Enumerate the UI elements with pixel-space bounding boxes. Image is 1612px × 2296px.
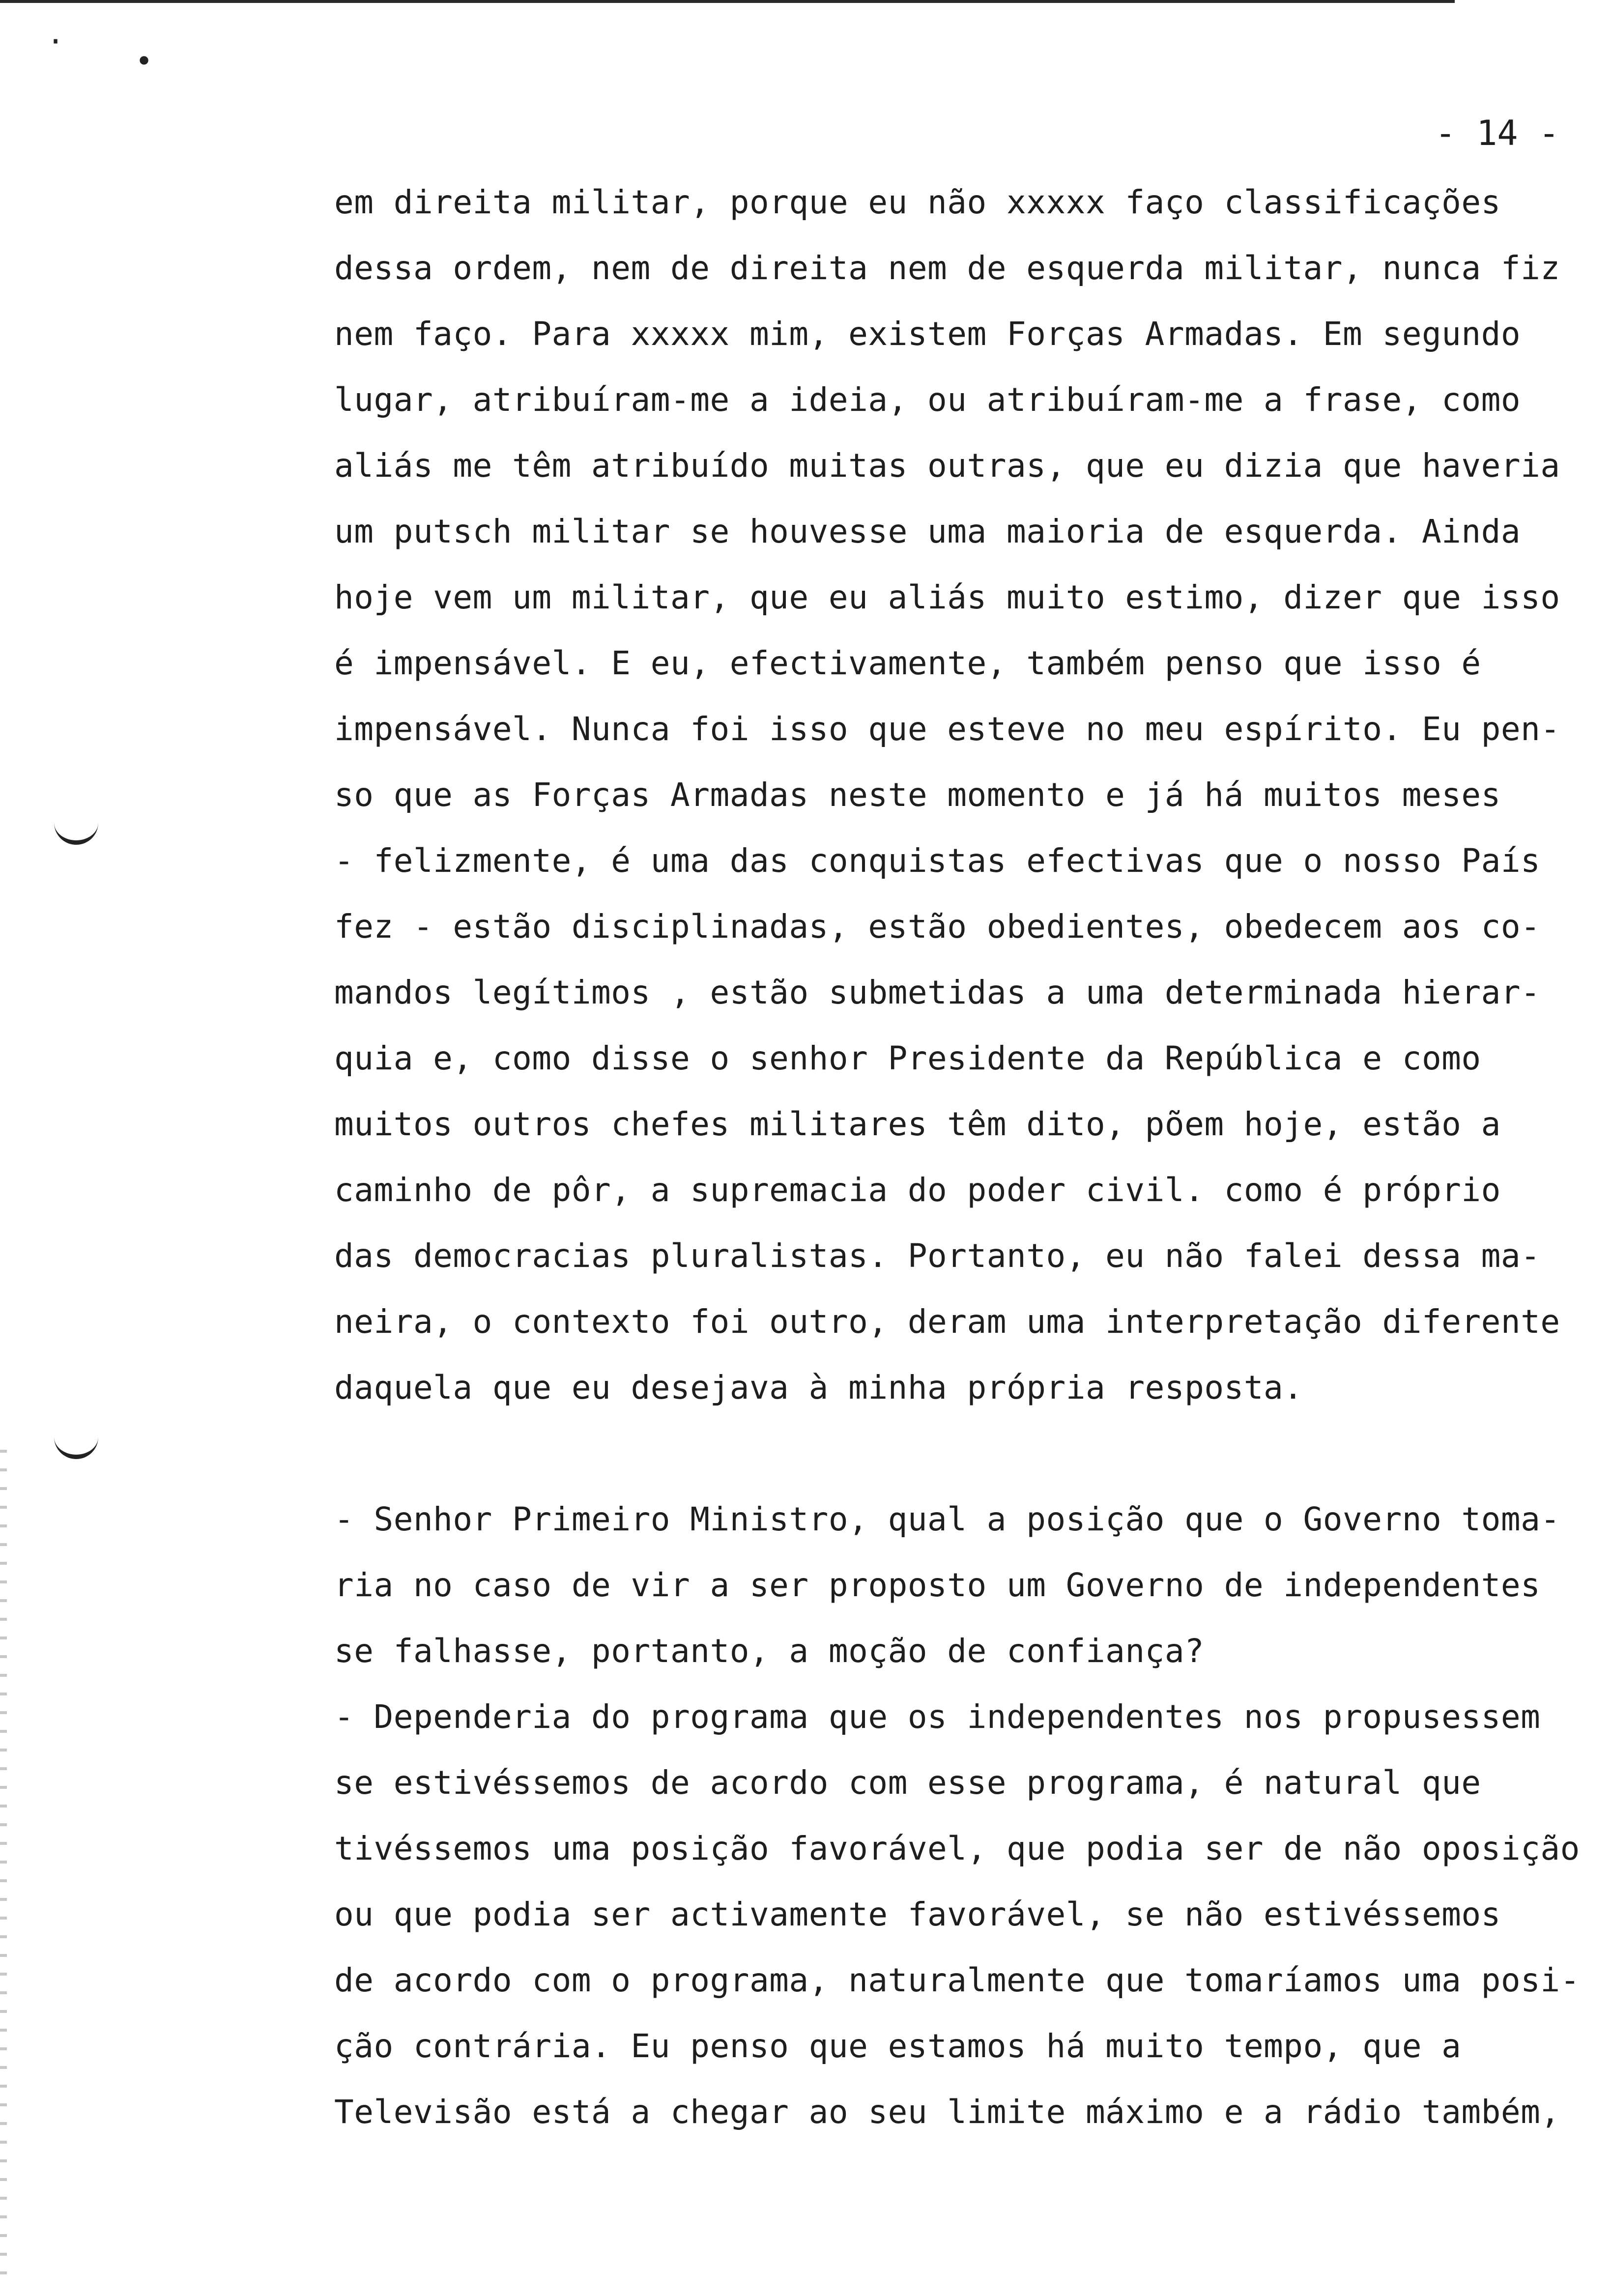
text-line: - Senhor Primeiro Ministro, qual a posição que o Governo toma- — [334, 1500, 1560, 1538]
answer-paragraph — [334, 170, 1592, 1421]
binder-hole-mark — [54, 816, 98, 845]
scan-edge-noise — [0, 1450, 7, 2285]
text-line: tivéssemos uma posição favorável, que podia ser de não oposição — [334, 1830, 1580, 1867]
text-line: se estivéssemos de acordo com esse programa, é natural que — [334, 1764, 1481, 1802]
text-line: impensável. Nunca foi isso que esteve no meu espírito. Eu pen- — [334, 710, 1560, 748]
text-line: um putsch militar se houvesse uma maioria de esquerda. Ainda — [334, 513, 1521, 550]
text-line: fez - estão disciplinadas, estão obedientes, obedecem aos co- — [334, 908, 1541, 946]
text-line: hoje vem um militar, que eu aliás muito estimo, dizer que isso — [334, 578, 1560, 616]
text-line: lugar, atribuíram-me a ideia, ou atribuíram-me a frase, como — [334, 381, 1521, 419]
text-line: so que as Forças Armadas neste momento e já há muitos meses — [334, 776, 1501, 814]
text-line: de acordo com o programa, naturalmente que tomaríamos uma posi- — [334, 1961, 1580, 1999]
text-line: caminho de pôr, a supremacia do poder civil. como é próprio — [334, 1171, 1501, 1209]
text-line: aliás me têm atribuído muitas outras, que eu dizia que haveria — [334, 447, 1560, 485]
text-line: - felizmente, é uma das conquistas efectivas que o nosso País — [334, 842, 1541, 880]
text-line: mandos legítimos , estão submetidas a uma determinada hierar- — [334, 974, 1541, 1011]
punch-mark-dot: · — [47, 25, 65, 59]
text-line: é impensável. E eu, efectivamente, também penso que isso é — [334, 644, 1481, 682]
question-answer-paragraph — [334, 1487, 1592, 2145]
punch-mark-dot: • — [135, 44, 153, 79]
text-line: ria no caso de vir a ser proposto um Governo de independentes — [334, 1566, 1541, 1604]
text-line: daquela que eu desejava à minha própria resposta. — [334, 1369, 1303, 1406]
text-line: nem faço. Para xxxxx mim, existem Forças Armadas. Em segundo — [334, 315, 1521, 353]
text-line: muitos outros chefes militares têm dito, põem hoje, estão a — [334, 1105, 1501, 1143]
text-line: ou que podia ser activamente favorável, se não estivéssemos — [334, 1895, 1501, 1933]
text-line: quia e, como disse o senhor Presidente da República e como — [334, 1039, 1481, 1077]
text-line: em direita militar, porque eu não xxxxx faço classificações — [334, 183, 1501, 221]
binder-hole-mark — [54, 1430, 98, 1459]
text-line: neira, o contexto foi outro, deram uma interpretação diferente — [334, 1303, 1560, 1341]
text-line: das democracias pluralistas. Portanto, eu não falei dessa ma- — [334, 1237, 1541, 1275]
text-line: Televisão está a chegar ao seu limite máximo e a rádio também, — [334, 2093, 1560, 2131]
text-line: se falhasse, portanto, a moção de confiança? — [334, 1632, 1205, 1670]
text-line: ção contrária. Eu penso que estamos há muito tempo, que a — [334, 2027, 1462, 2065]
page-number: - 14 - — [1435, 113, 1559, 153]
text-line: dessa ordem, nem de direita nem de esquerda militar, nunca fiz — [334, 249, 1560, 287]
top-edge-rule — [0, 0, 1455, 3]
text-line: - Dependeria do programa que os independentes nos propusessem — [334, 1698, 1541, 1736]
